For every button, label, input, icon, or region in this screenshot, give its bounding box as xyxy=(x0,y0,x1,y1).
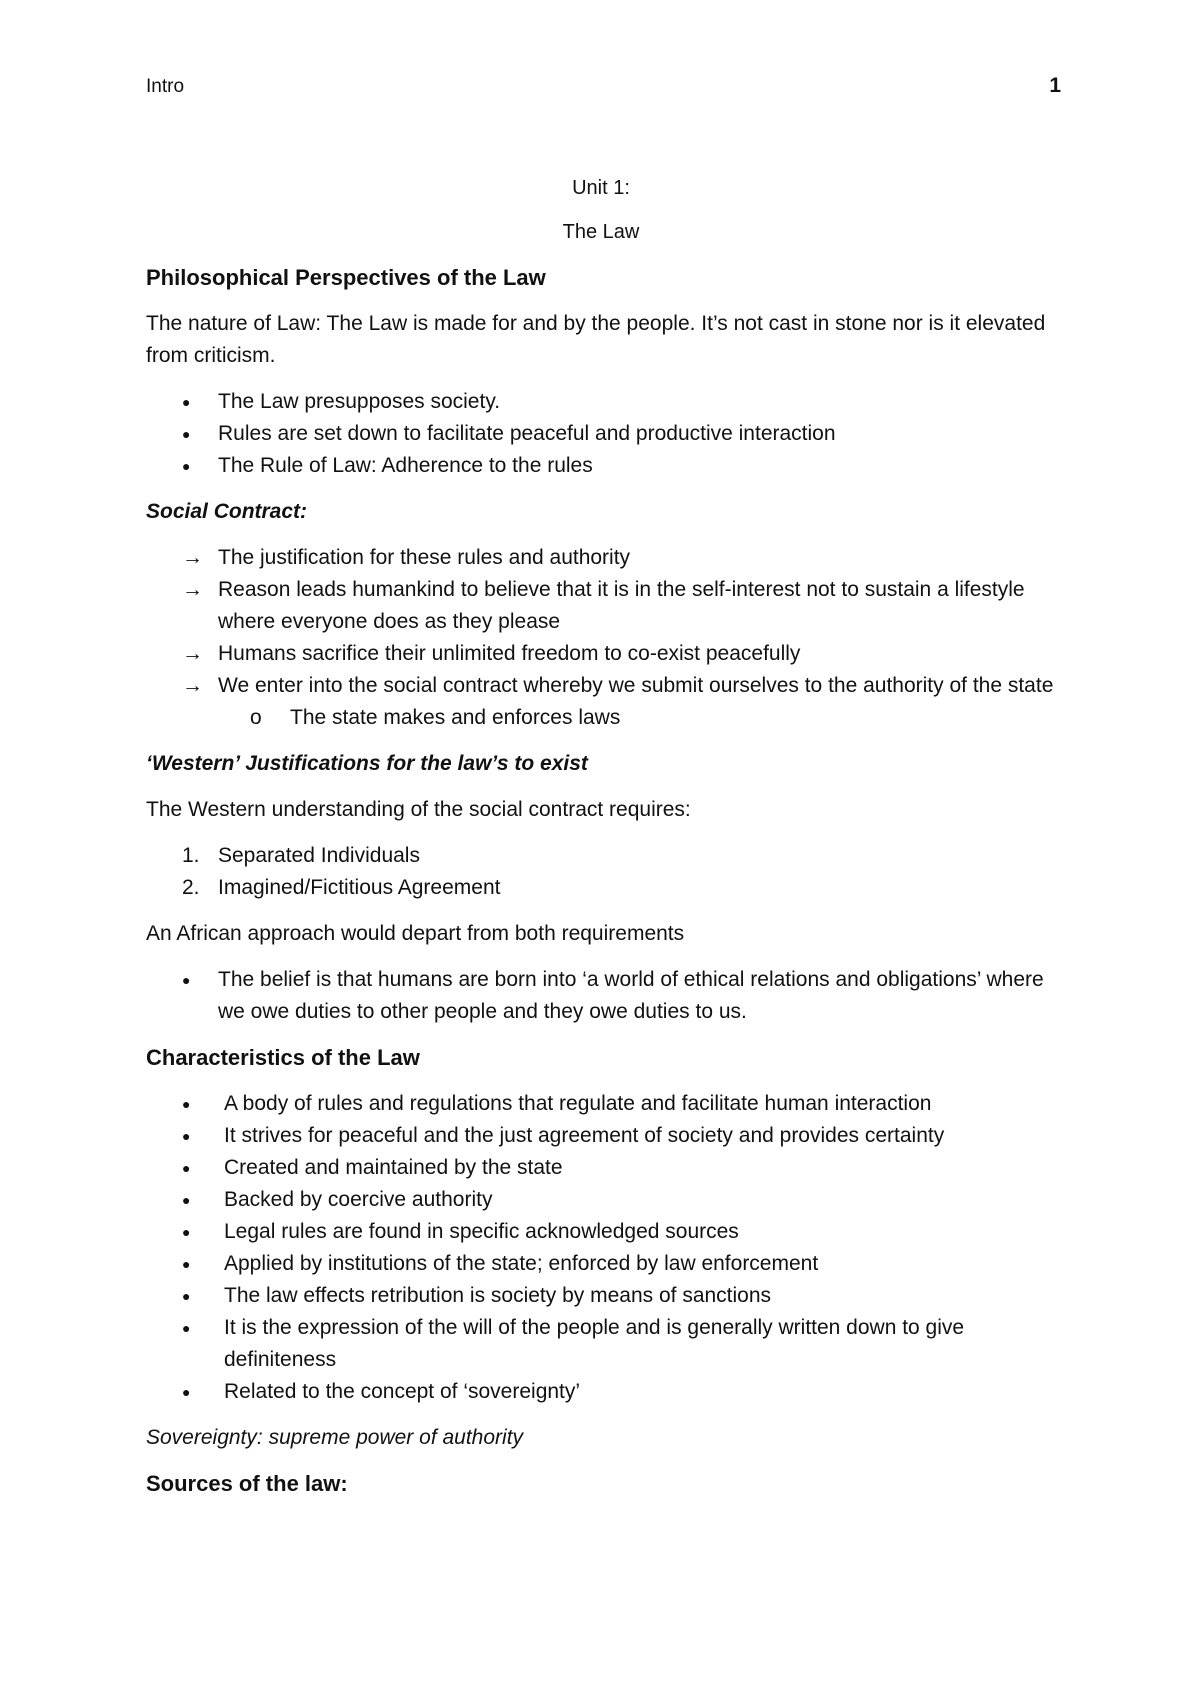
document-body xyxy=(146,172,1056,1514)
list-item: 1. Separated Individuals xyxy=(146,840,1056,872)
list-number: 2. xyxy=(182,876,200,899)
western-intro: The Western understanding of the social contract requires: xyxy=(146,798,691,821)
list-item: ● Applied by institutions of the state; enforced by law enforcement xyxy=(146,1248,1056,1280)
page-number: 1 xyxy=(1049,74,1061,97)
western-numbered-list xyxy=(146,840,1056,904)
arrow-icon: → xyxy=(182,674,203,697)
list-number: 1. xyxy=(182,844,200,867)
list-item: ● The Rule of Law: Adherence to the rules xyxy=(146,450,1056,482)
social-contract-list xyxy=(146,542,1056,702)
list-item: 2. Imagined/Fictitious Agreement xyxy=(146,872,1056,904)
arrow-icon: → xyxy=(182,546,203,569)
list-item: ● A body of rules and regulations that regulate and facilitate human interaction xyxy=(146,1088,1056,1120)
arrow-icon: → xyxy=(182,578,203,601)
section-heading-philosophical: Philosophical Perspectives of the Law xyxy=(146,265,546,290)
philosophical-bullet-list xyxy=(146,386,1056,482)
list-item: ● The belief is that humans are born into ‘a world of ethical relations and obligations’ where we owe duties to other people and they owe duties to us. xyxy=(146,964,1056,1028)
list-item: ● The Law presupposes society. xyxy=(146,386,1056,418)
african-approach-paragraph: An African approach would depart from both requirements xyxy=(146,922,685,945)
header-title: Intro xyxy=(146,76,185,97)
social-contract-sublist xyxy=(146,702,1056,734)
african-bullet-list xyxy=(146,964,1056,1028)
list-item: ● It strives for peaceful and the just agreement of society and provides certainty xyxy=(146,1120,1056,1152)
list-item: ● The law effects retribution is society by means of sanctions xyxy=(146,1280,1056,1312)
section-heading-characteristics: Characteristics of the Law xyxy=(146,1045,420,1070)
unit-label: Unit 1: xyxy=(572,177,630,199)
section-heading-sources: Sources of the law: xyxy=(146,1471,348,1496)
characteristics-bullet-list xyxy=(146,1088,1056,1408)
list-item: ● Legal rules are found in specific acknowledged sources xyxy=(146,1216,1056,1248)
list-item: ● Related to the concept of ‘sovereignty’ xyxy=(146,1376,1056,1408)
list-item: → Reason leads humankind to believe that it is in the self-interest not to sustain a lifestyle where everyone does as they please xyxy=(146,574,1056,638)
list-item: ● Rules are set down to facilitate peaceful and productive interaction xyxy=(146,418,1056,450)
list-item: ● Created and maintained by the state xyxy=(146,1152,1056,1184)
western-heading: ‘Western’ Justifications for the law’s to exist xyxy=(146,752,588,775)
list-item: o The state makes and enforces laws xyxy=(146,702,1056,734)
document-title: The Law xyxy=(562,221,640,243)
arrow-icon: → xyxy=(182,642,203,665)
list-item: → We enter into the social contract whereby we submit ourselves to the authority of the state xyxy=(146,670,1056,702)
list-item: → Humans sacrifice their unlimited freedom to co-exist peacefully xyxy=(146,638,1056,670)
circle-bullet-icon: o xyxy=(250,706,262,729)
sovereignty-definition: Sovereignty: supreme power of authority xyxy=(146,1426,524,1449)
list-item: → The justification for these rules and authority xyxy=(146,542,1056,574)
nature-of-law-paragraph: The nature of Law: The Law is made for and by the people. It’s not cast in stone nor is it elevated from criticism. xyxy=(146,312,1046,367)
list-item: ● Backed by coercive authority xyxy=(146,1184,1056,1216)
list-item: ● It is the expression of the will of the people and is generally written down to give definiteness xyxy=(146,1312,1056,1376)
social-contract-heading: Social Contract: xyxy=(146,500,308,523)
